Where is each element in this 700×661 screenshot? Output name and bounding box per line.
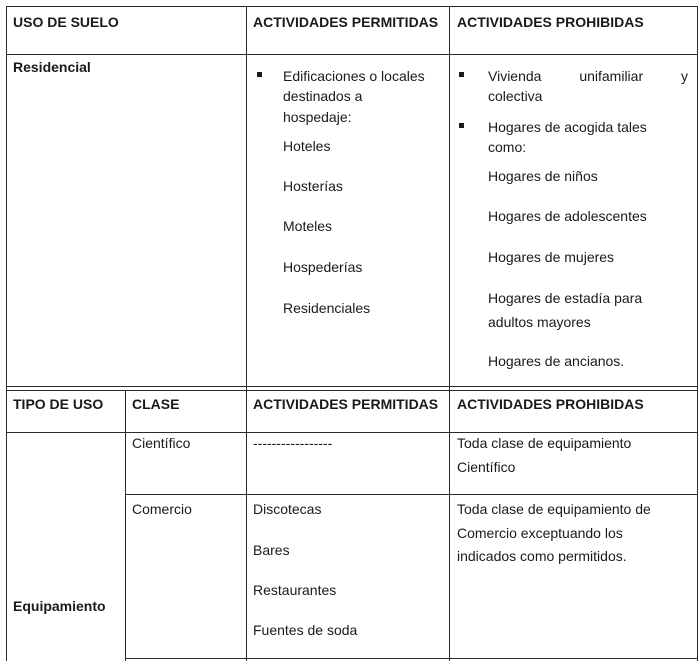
prohibidas-bullet1-line2: colectiva [488, 88, 543, 104]
tipo-equipamiento: Equipamiento [13, 598, 106, 614]
permitidas-item: Moteles [283, 218, 333, 234]
section-divider-top [6, 386, 698, 387]
word: Vivienda [488, 68, 542, 84]
table-border-top [6, 6, 698, 7]
prohibidas-bullet1-line1 [488, 66, 688, 86]
row-divider [125, 494, 698, 495]
clase-cientifico: Científico [132, 435, 191, 451]
bullet-icon [459, 72, 464, 77]
col-divider-1 [246, 6, 247, 661]
col-divider-2 [449, 6, 450, 661]
permitidas-item: Hospederías [283, 259, 363, 275]
word: y [680, 68, 688, 84]
header-actividades-prohibidas: ACTIVIDADES PROHIBIDAS [457, 14, 644, 30]
prohibidas-item: Hogares de niños [488, 168, 598, 184]
comercio-permitidas-item: Fuentes de soda [253, 622, 358, 638]
cientifico-prohibidas-line: Toda clase de equipamiento [457, 435, 632, 451]
permitidas-item: Hoteles [283, 138, 331, 154]
table-border-bottom [125, 658, 698, 659]
cientifico-permitidas: ----------------- [253, 435, 333, 451]
bullet-icon [257, 72, 262, 77]
header-uso-de-suelo: USO DE SUELO [13, 14, 119, 30]
prohibidas-item: Hogares de estadía para [488, 290, 643, 306]
comercio-permitidas-item: Bares [253, 542, 290, 558]
comercio-prohibidas-line: indicados como permitidos. [457, 548, 627, 564]
comercio-prohibidas-line: Comercio exceptuando los [457, 525, 623, 541]
permitidas-bullet-line1: Edificaciones o locales [283, 68, 425, 84]
permitidas-bullet-line2: destinados a [283, 88, 363, 104]
section-divider-bottom [6, 390, 698, 391]
prohibidas-item: Hogares de ancianos. [488, 353, 625, 369]
comercio-permitidas-item: Restaurantes [253, 582, 337, 598]
permitidas-bullet-line3: hospedaje: [283, 109, 352, 125]
cientifico-prohibidas-line: Científico [457, 459, 516, 475]
comercio-permitidas-item: Discotecas [253, 501, 322, 517]
permitidas-item: Hosterías [283, 178, 343, 194]
header-actividades-prohibidas-2: ACTIVIDADES PROHIBIDAS [457, 396, 644, 412]
prohibidas-item: Hogares de adolescentes [488, 208, 647, 224]
prohibidas-item: Hogares de mujeres [488, 249, 615, 265]
uso-residencial: Residencial [13, 59, 91, 75]
header-tipo-de-uso: TIPO DE USO [13, 396, 104, 412]
header-actividades-permitidas-2: ACTIVIDADES PERMITIDAS [253, 396, 439, 412]
permitidas-item: Residenciales [283, 300, 371, 316]
word: unifamiliar [579, 68, 644, 84]
clase-col-divider [125, 390, 126, 661]
header-divider [6, 54, 698, 55]
prohibidas-item: adultos mayores [488, 314, 591, 330]
header-actividades-permitidas: ACTIVIDADES PERMITIDAS [253, 14, 439, 30]
prohibidas-bullet2-line1: Hogares de acogida tales [488, 119, 647, 135]
bullet-icon [459, 123, 464, 128]
header-clase: CLASE [132, 396, 180, 412]
table-border-right [697, 6, 698, 661]
prohibidas-bullet2-line2: como: [488, 139, 527, 155]
table-border-left [6, 6, 7, 661]
clase-comercio: Comercio [132, 501, 192, 517]
comercio-prohibidas-line: Toda clase de equipamiento de [457, 501, 651, 517]
